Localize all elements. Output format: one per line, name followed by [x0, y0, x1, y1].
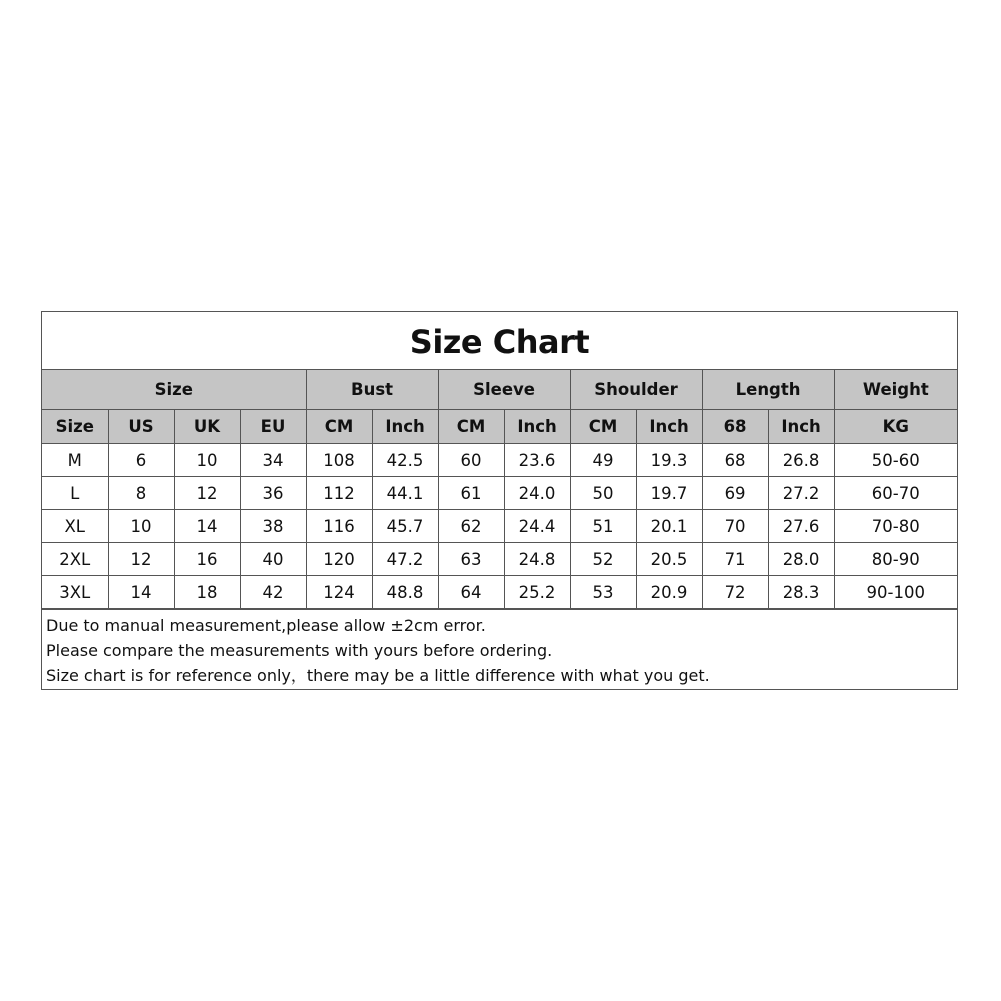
group-header-shoulder: Shoulder: [570, 370, 702, 410]
table-cell: 124: [306, 576, 372, 609]
subheader-cell: Size: [42, 410, 108, 444]
table-cell: 80-90: [834, 543, 957, 576]
subheader-cell: CM: [570, 410, 636, 444]
table-cell: 20.5: [636, 543, 702, 576]
table-cell: 18: [174, 576, 240, 609]
table-row: [42, 510, 957, 543]
table-cell: 68: [702, 444, 768, 477]
table-cell: 51: [570, 510, 636, 543]
subheader-cell: Inch: [636, 410, 702, 444]
table-cell: 27.6: [768, 510, 834, 543]
table-cell: 40: [240, 543, 306, 576]
table-cell: 44.1: [372, 477, 438, 510]
table-cell: 63: [438, 543, 504, 576]
subheader-cell: CM: [438, 410, 504, 444]
note-line: Please compare the measurements with yours before ordering.: [46, 641, 553, 660]
subheader-cell: Inch: [504, 410, 570, 444]
chart-title: Size Chart: [42, 312, 957, 370]
table-cell: 14: [108, 576, 174, 609]
group-header-length: Length: [702, 370, 834, 410]
subheader-cell: US: [108, 410, 174, 444]
table-cell: 72: [702, 576, 768, 609]
table-cell: 23.6: [504, 444, 570, 477]
table-cell: 19.7: [636, 477, 702, 510]
table-cell: 8: [108, 477, 174, 510]
table-cell: 50: [570, 477, 636, 510]
table-row: [42, 576, 957, 609]
table-cell: 108: [306, 444, 372, 477]
table-cell: 45.7: [372, 510, 438, 543]
note-line: Size chart is for reference only，there may be a little difference with what you get.: [46, 666, 710, 685]
table-cell: 52: [570, 543, 636, 576]
table-row: [42, 444, 957, 477]
table-cell: 60: [438, 444, 504, 477]
table-row: [42, 477, 957, 510]
subheader-row: [42, 410, 957, 444]
table-cell: 34: [240, 444, 306, 477]
table-cell: XL: [42, 510, 108, 543]
table-cell: 112: [306, 477, 372, 510]
table-cell: 62: [438, 510, 504, 543]
table-cell: 20.1: [636, 510, 702, 543]
table-cell: 28.0: [768, 543, 834, 576]
table-cell: 2XL: [42, 543, 108, 576]
subheader-cell: CM: [306, 410, 372, 444]
table-cell: 70: [702, 510, 768, 543]
table-cell: 38: [240, 510, 306, 543]
notes-section: [42, 609, 957, 689]
subheader-cell: Inch: [768, 410, 834, 444]
table-cell: 60-70: [834, 477, 957, 510]
subheader-cell: Inch: [372, 410, 438, 444]
table-cell: 61: [438, 477, 504, 510]
table-cell: 49: [570, 444, 636, 477]
table-cell: 53: [570, 576, 636, 609]
table-cell: M: [42, 444, 108, 477]
table-cell: 10: [108, 510, 174, 543]
table-cell: 24.0: [504, 477, 570, 510]
group-header-sleeve: Sleeve: [438, 370, 570, 410]
table-cell: 3XL: [42, 576, 108, 609]
table-cell: 26.8: [768, 444, 834, 477]
table-cell: 36: [240, 477, 306, 510]
table-cell: 69: [702, 477, 768, 510]
table-cell: 24.8: [504, 543, 570, 576]
table-cell: 25.2: [504, 576, 570, 609]
table-cell: 12: [174, 477, 240, 510]
subheader-cell: 68: [702, 410, 768, 444]
table-cell: 90-100: [834, 576, 957, 609]
table-cell: 42: [240, 576, 306, 609]
size-table-body: [42, 370, 957, 609]
table-cell: 6: [108, 444, 174, 477]
table-cell: 27.2: [768, 477, 834, 510]
size-chart: [41, 311, 958, 690]
subheader-cell: KG: [834, 410, 957, 444]
table-cell: 28.3: [768, 576, 834, 609]
table-cell: 20.9: [636, 576, 702, 609]
table-cell: 12: [108, 543, 174, 576]
table-row: [42, 543, 957, 576]
group-header-size: Size: [42, 370, 306, 410]
table-cell: 116: [306, 510, 372, 543]
group-header-row: [42, 370, 957, 410]
table-cell: 10: [174, 444, 240, 477]
table-cell: 47.2: [372, 543, 438, 576]
table-cell: 16: [174, 543, 240, 576]
table-cell: L: [42, 477, 108, 510]
group-header-bust: Bust: [306, 370, 438, 410]
subheader-cell: UK: [174, 410, 240, 444]
table-cell: 64: [438, 576, 504, 609]
table-cell: 42.5: [372, 444, 438, 477]
note-line: Due to manual measurement,please allow ±2cm error.: [46, 616, 486, 635]
table-cell: 14: [174, 510, 240, 543]
subheader-cell: EU: [240, 410, 306, 444]
table-cell: 24.4: [504, 510, 570, 543]
table-cell: 48.8: [372, 576, 438, 609]
table-cell: 120: [306, 543, 372, 576]
table-cell: 71: [702, 543, 768, 576]
table-cell: 19.3: [636, 444, 702, 477]
table-cell: 70-80: [834, 510, 957, 543]
table-cell: 50-60: [834, 444, 957, 477]
size-table: [42, 370, 957, 609]
group-header-weight: Weight: [834, 370, 957, 410]
